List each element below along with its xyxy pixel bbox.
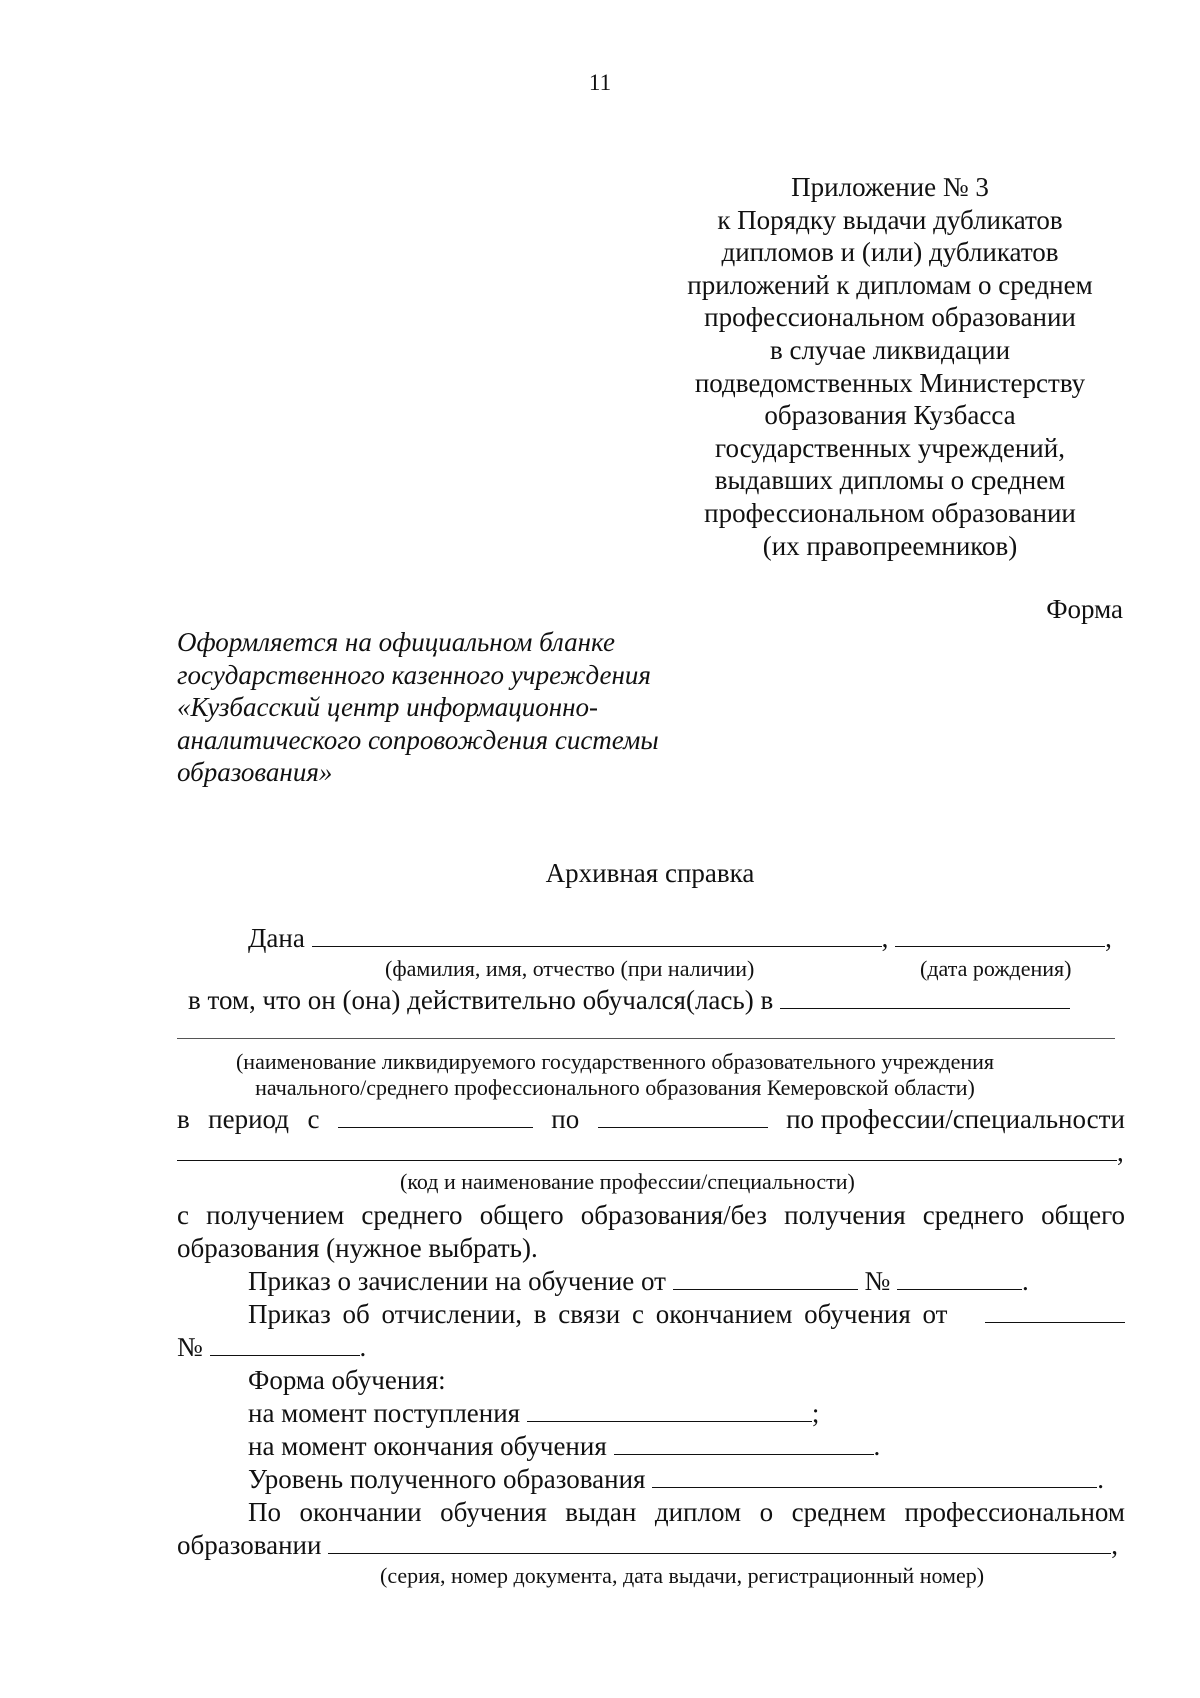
birth-date-field[interactable] bbox=[895, 922, 1105, 947]
profession-caption: (код и наименование профессии/специальности) bbox=[400, 1169, 855, 1194]
institution-field-line[interactable] bbox=[177, 1038, 1115, 1039]
education-line-2: образования (нужное выбрать). bbox=[177, 1233, 538, 1263]
page-number: 11 bbox=[588, 70, 612, 95]
admission-form-field[interactable] bbox=[527, 1397, 812, 1422]
expulsion-date-field[interactable] bbox=[985, 1298, 1125, 1323]
diploma-details-field[interactable] bbox=[328, 1529, 1111, 1554]
fio-field[interactable] bbox=[312, 922, 882, 947]
appendix-line: профессиональном образовании bbox=[704, 497, 1076, 528]
appendix-line: выдавших дипломы о среднем bbox=[714, 465, 1066, 496]
form-label: Форма bbox=[1046, 594, 1123, 624]
studied-text: в том, что он (она) действительно обучался(лась) в bbox=[188, 985, 774, 1015]
appendix-header bbox=[640, 171, 1140, 562]
education-level-row: Уровень полученного образования . bbox=[248, 1464, 1104, 1494]
blank-note-line: «Кузбасский центр информационно- bbox=[177, 692, 599, 722]
period-from-field[interactable] bbox=[338, 1103, 533, 1128]
number-sign: № bbox=[177, 1332, 203, 1362]
admission-row: на момент поступления ; bbox=[248, 1398, 820, 1428]
institution-caption-1: (наименование ликвидируемого государственного образовательного учреждения bbox=[235, 1049, 995, 1074]
given-to-row: Дана , , bbox=[248, 923, 1112, 953]
period-label: период bbox=[208, 1104, 290, 1134]
enrollment-label: Приказ о зачислении на обучение от bbox=[248, 1266, 666, 1296]
diploma-row: образовании , bbox=[177, 1530, 1118, 1560]
appendix-line: Приложение № 3 bbox=[791, 172, 989, 202]
study-form-label: Форма обучения: bbox=[248, 1365, 446, 1395]
period-row bbox=[177, 1103, 1125, 1135]
document-title: Архивная справка bbox=[545, 858, 755, 888]
given-to-label: Дана bbox=[248, 923, 305, 953]
graduation-form-field[interactable] bbox=[614, 1430, 874, 1455]
period-to-field[interactable] bbox=[598, 1103, 768, 1128]
expulsion-number-field[interactable] bbox=[210, 1331, 360, 1356]
blank-note-line: государственного казенного учреждения bbox=[177, 659, 651, 690]
education-level-label: Уровень полученного образования bbox=[248, 1464, 646, 1494]
appendix-line: приложений к дипломам о среднем bbox=[687, 269, 1093, 300]
number-sign: № bbox=[864, 1266, 891, 1296]
fio-caption: (фамилия, имя, отчество (при наличии) bbox=[385, 956, 755, 981]
appendix-line: подведомственных Министерству bbox=[694, 367, 1086, 398]
enrollment-row: Приказ о зачислении на обучение от № . bbox=[248, 1266, 1029, 1296]
education-level-field[interactable] bbox=[652, 1463, 1097, 1488]
admission-label: на момент поступления bbox=[248, 1398, 521, 1428]
graduation-row: на момент окончания обучения . bbox=[248, 1431, 881, 1461]
studied-row bbox=[188, 984, 1070, 1016]
diploma-line-1: По окончании обучения выдан диплом о среднем профессиональном bbox=[248, 1497, 1125, 1527]
blank-note bbox=[177, 626, 659, 789]
graduation-label: на момент окончания обучения bbox=[248, 1431, 607, 1461]
appendix-line: профессиональном образовании bbox=[704, 302, 1076, 333]
blank-note-line: образования» bbox=[177, 757, 333, 787]
appendix-line: (их правопреемников) bbox=[762, 530, 1018, 561]
appendix-line: в случае ликвидации bbox=[769, 334, 1011, 365]
appendix-line: к Порядку выдачи дубликатов bbox=[717, 204, 1063, 235]
appendix-line: образования Кузбасса bbox=[764, 400, 1016, 431]
education-line-1: с получением среднего общего образования/без получения среднего общего bbox=[177, 1200, 1125, 1230]
institution-field[interactable] bbox=[780, 984, 1070, 1009]
period-word: в bbox=[177, 1104, 190, 1134]
diploma-caption: (серия, номер документа, дата выдачи, регистрационный номер) bbox=[380, 1563, 985, 1588]
period-from-label: с bbox=[307, 1104, 320, 1134]
profession-field[interactable] bbox=[177, 1136, 1117, 1161]
enrollment-number-field[interactable] bbox=[897, 1265, 1022, 1290]
institution-caption-2: начального/среднего профессионального образования Кемеровской области) bbox=[255, 1075, 975, 1100]
expulsion-row bbox=[248, 1298, 1125, 1330]
expulsion-label: Приказ об отчислении, в связи с окончанием обучения от bbox=[248, 1299, 948, 1329]
blank-note-line: Оформляется на официальном бланке bbox=[177, 627, 615, 657]
enrollment-date-field[interactable] bbox=[673, 1265, 858, 1290]
period-profession-label: по профессии/специальности bbox=[786, 1104, 1125, 1134]
diploma-label: образовании bbox=[177, 1530, 322, 1560]
appendix-line: государственных учреждений, bbox=[715, 432, 1065, 463]
profession-row: , bbox=[177, 1136, 1124, 1168]
appendix-line: дипломов и (или) дубликатов bbox=[721, 237, 1059, 268]
expulsion-number-row: № . bbox=[177, 1332, 367, 1362]
birth-caption: (дата рождения) bbox=[920, 956, 1072, 981]
blank-note-line: аналитического сопровождения системы bbox=[177, 724, 659, 755]
period-to-label: по bbox=[551, 1104, 580, 1134]
